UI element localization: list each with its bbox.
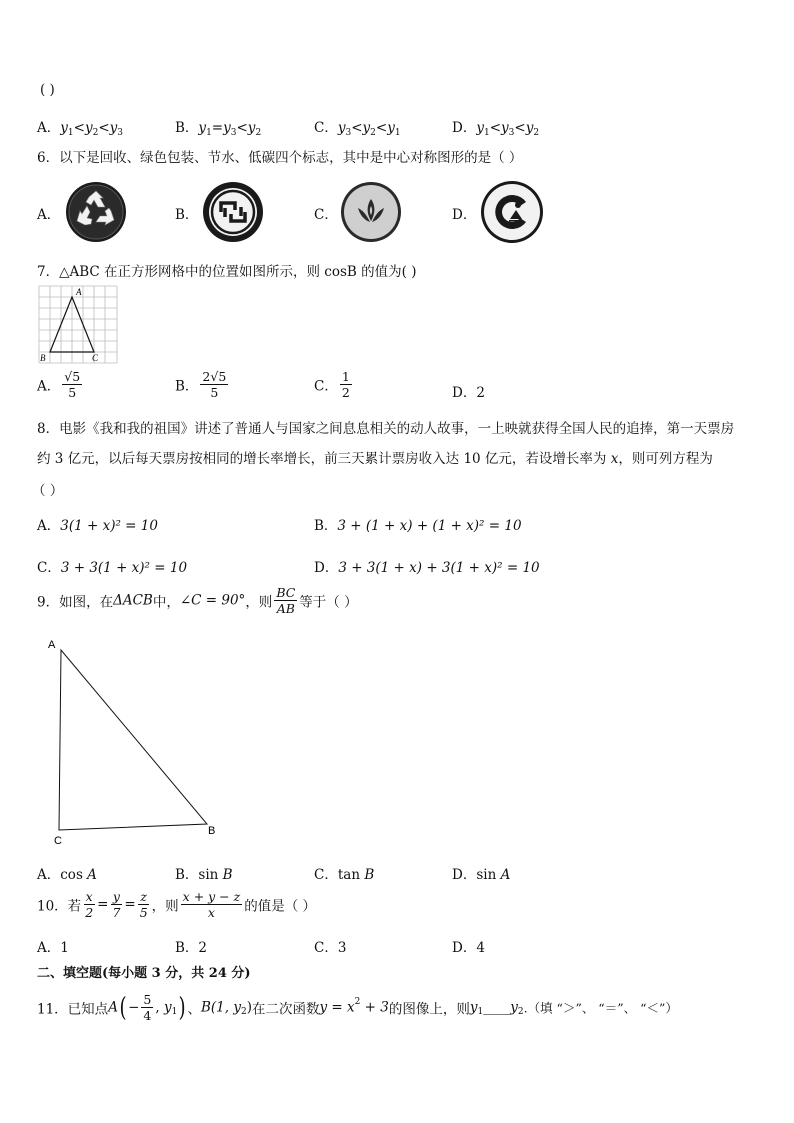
q9-option-b[interactable]: B．sin B [175, 867, 233, 883]
q11-stem: 11．已知点A( − $\frac{5}{4}$ , $y_1$) 、B(1, $y_2$)在二次函数$y = x^2 + 3$的图像上，则$y_1\_\_\_\_y_2$.（填 “＞”、 “＝”、 “＜”） [37, 992, 678, 1024]
q7-option-c[interactable]: C． $\frac{1}{2}$ [314, 369, 350, 401]
q9-triangle-figure [40, 632, 230, 852]
q5-option-b[interactable]: B．$y_1=y_3<y_2$ [175, 120, 262, 138]
q8-option-c[interactable]: C．3 + 3(1 + x)² = 10 [37, 560, 188, 576]
recycle-logo-icon[interactable] [65, 181, 127, 243]
q9-label-a: A [48, 639, 56, 651]
q6-option-a-letter[interactable]: A． [37, 207, 61, 223]
q9-triangle [59, 650, 207, 830]
q9-option-a[interactable]: A．cos A [37, 867, 97, 883]
q9-label-b: B [208, 825, 216, 837]
q7-option-d[interactable]: D．2 [452, 385, 485, 401]
q7-label-b: B [40, 353, 46, 363]
section-title-fill-in: 二、填空题(每小题 3 分，共 24 分) [37, 966, 251, 981]
q5-option-a[interactable]: A．$y_1<y_2<y_3$ [37, 120, 123, 138]
q11-answer-blank[interactable]: ____ [483, 999, 511, 1016]
q9-stem: 9．如图，在ΔACB中，∠C = 90°，则 $\frac{BC}{AB}$ 等于（ ） [37, 585, 358, 617]
q9-option-c[interactable]: C．tan B [314, 867, 375, 883]
q9-label-c: C [54, 835, 62, 847]
q6-option-b-letter[interactable]: B． [175, 207, 199, 223]
q7-option-b[interactable]: B． $\frac{2√5}{5}$ [175, 369, 227, 401]
q9-option-d[interactable]: D．sin A [452, 867, 511, 883]
q8-stem-line2: 约 3 亿元，以后每天票房按相同的增长率增长，前三天累计票房收入达 10 亿元，若设增长率为 x，则可列方程为 [37, 451, 713, 467]
q7-stem: 7．△ABC 在正方形网格中的位置如图所示，则 cosB 的值为( ) [37, 264, 417, 280]
q8-paren: （ ） [32, 483, 64, 499]
q5-option-c[interactable]: C．$y_3<y_2<y_1$ [314, 120, 401, 138]
q7-option-a[interactable]: A． $\frac{√5}{5}$ [37, 369, 81, 401]
q8-option-d[interactable]: D．3 + 3(1 + x) + 3(1 + x)² = 10 [314, 560, 540, 576]
q10-option-b[interactable]: B．2 [175, 940, 208, 956]
q10-option-d[interactable]: D．4 [452, 940, 485, 956]
water-saving-logo-icon[interactable] [340, 181, 402, 243]
low-carbon-logo-icon[interactable] [480, 180, 544, 244]
q8-option-a[interactable]: A．3(1 + x)² = 10 [37, 518, 158, 534]
q6-option-c-letter[interactable]: C． [314, 207, 338, 223]
q10-option-a[interactable]: A．1 [37, 940, 69, 956]
q7-label-a: A [76, 287, 82, 297]
q10-option-c[interactable]: C．3 [314, 940, 347, 956]
q5-paren: ( ) [40, 82, 55, 98]
q5-option-d[interactable]: D．$y_1<y_3<y_2$ [452, 120, 540, 138]
q6-option-d-letter[interactable]: D． [452, 207, 477, 223]
q7-grid-figure [38, 285, 118, 365]
q6-stem: 6．以下是回收、绿色包装、节水、低碳四个标志，其中是中心对称图形的是（ ） [37, 150, 523, 166]
q8-option-b[interactable]: B．3 + (1 + x) + (1 + x)² = 10 [314, 518, 522, 534]
green-package-logo-icon[interactable] [202, 181, 264, 243]
q8-stem-line1: 8．电影《我和我的祖国》讲述了普通人与国家之间息息相关的动人故事，一上映就获得全国人民的追捧，第一天票房 [37, 421, 735, 437]
q7-label-c: C [92, 353, 99, 363]
q10-stem: 10．若 $\frac{x}{2}$ = $\frac{y}{7}$ = $\frac{z}{5}$ ，则 $\frac{x + y - z}{x}$ 的值是（ ） [37, 889, 317, 921]
